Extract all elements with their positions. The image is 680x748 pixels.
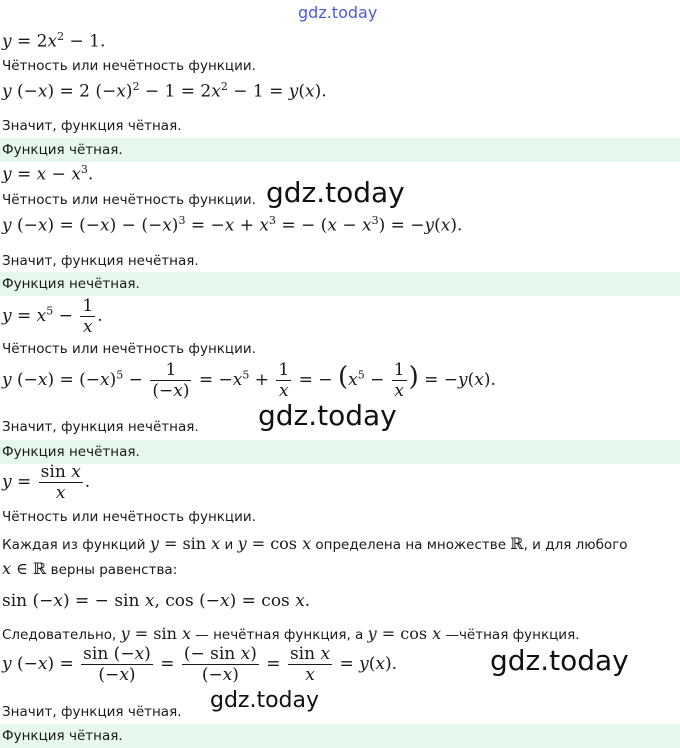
parity-equation-2: y $(-x) = (-x) - (-x)^3 = -x + x^3$ = − $(x - x^3) = -y(x)$. — [2, 214, 463, 236]
answer-2: Функция нечётная. — [0, 272, 680, 296]
answer-4: Функция чётная. — [0, 724, 680, 748]
trig-identities: sin (−x) = − sin x, cos (−x) = cos x. — [2, 591, 311, 611]
answer-1: Функция чётная. — [0, 138, 680, 162]
parity-label-1: Чётность или нечётность функции. — [2, 58, 256, 74]
watermark-top: gdz.today — [298, 3, 378, 22]
consequently-line: Следовательно, y = sin x — нечётная функция, а y = cos x —чётная функция. — [2, 624, 580, 643]
parity-equation-3: y $(-x) = (-x)^5$ − $\frac{1}{(-x)}$ = $-x^5$ + $\frac{1}{x}$ = − ($x^5$ − $\frac{1}{x}$ ) = −y(x). — [2, 360, 496, 401]
watermark-2: gdz.today — [258, 399, 397, 432]
conclusion-4: Значит, функция чётная. — [2, 704, 182, 720]
parity-label-2: Чётность или нечётность функции. — [2, 192, 256, 208]
function-formula-1: $y = 2x^2 - 1$. — [2, 30, 106, 52]
parity-equation-1: y (−x) = 2 $(-x)^2 - 1 = 2x^2 - 1 = y(x)$. — [2, 80, 327, 102]
conclusion-1: Значит, функция чётная. — [2, 118, 182, 134]
answer-3: Функция нечётная. — [0, 440, 680, 464]
definition-line-1: Каждая из функций y = sin x и y = cos x определена на множестве ℝ, и для любого — [2, 534, 628, 553]
function-formula-3: $y = x^5$ − $\frac{1}{x}$ . — [2, 296, 103, 337]
definition-line-2: x ∈ ℝ верны равенства: — [2, 559, 178, 578]
parity-label-3: Чётность или нечётность функции. — [2, 341, 256, 357]
parity-label-4: Чётность или нечётность функции. — [2, 509, 256, 525]
conclusion-3: Значит, функция нечётная. — [2, 419, 199, 435]
conclusion-2: Значит, функция нечётная. — [2, 253, 199, 269]
watermark-4: gdz.today — [210, 688, 320, 713]
watermark-1: gdz.today — [266, 176, 405, 209]
parity-equation-4: y (−x) = $\frac{\sin (-x)}{(-x)}$ = $\frac{\text{(− sin x)}}{(-x)}$ = $\frac{\text{sin x}}{x}$ = y(x). — [2, 644, 398, 685]
function-formula-2: $y = x - x^3$. — [2, 163, 94, 185]
watermark-3: gdz.today — [490, 644, 629, 677]
function-formula-4: y = $\frac{\text{sin x}}{x}$ . — [2, 462, 91, 503]
